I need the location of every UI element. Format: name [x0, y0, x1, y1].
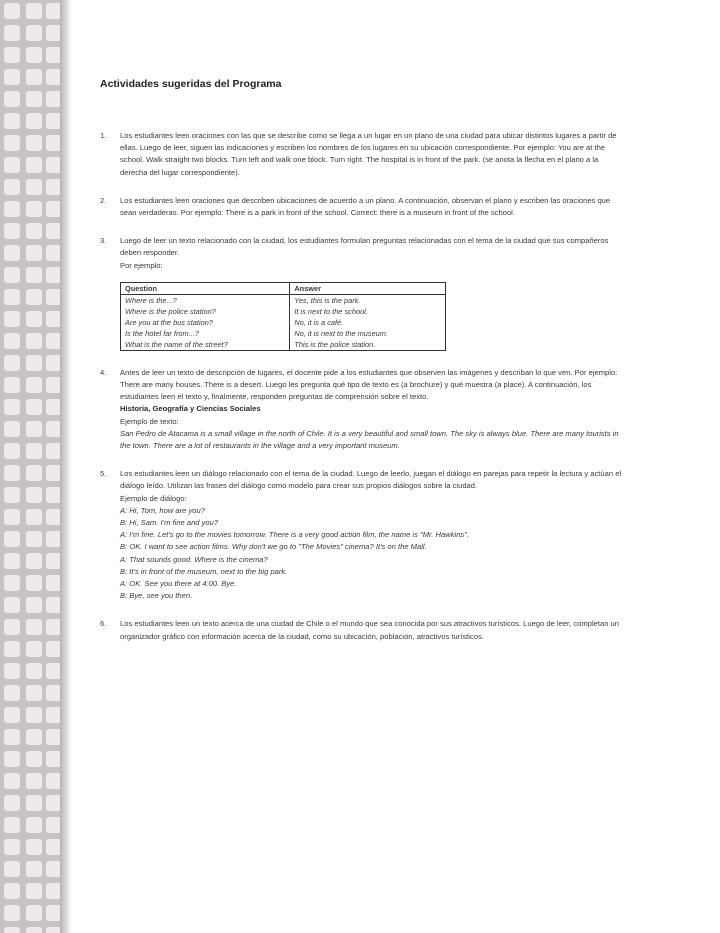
- table-row: [121, 294, 446, 306]
- side-strip-edge: [60, 0, 72, 933]
- strip-tile: [4, 663, 20, 679]
- table-cell: This is the police station.: [290, 339, 446, 351]
- subject-link-label: Historia, Geografía y Ciencias Sociales: [120, 404, 261, 414]
- strip-tile: [4, 553, 20, 569]
- table-cell: No, it is next to the museum.: [290, 328, 446, 339]
- strip-tile: [26, 509, 42, 525]
- dialog-line: B: Bye, see you then.: [120, 591, 193, 601]
- table-cell: It is next to the school.: [290, 306, 446, 317]
- strip-tile: [4, 201, 20, 217]
- strip-tile: [4, 619, 20, 635]
- strip-tile: [26, 663, 42, 679]
- strip-tile: [4, 597, 20, 613]
- activity-item: [100, 468, 626, 602]
- dialog-line: A: I'm fine. Let's go to the movies tomorrow. There is a very good action film, the name is "Mr. Hawkins".: [120, 530, 470, 540]
- strip-tile: [26, 113, 42, 129]
- strip-tile: [26, 201, 42, 217]
- strip-tile: [4, 641, 20, 657]
- strip-tile: [4, 3, 20, 19]
- table-row: [121, 317, 446, 328]
- strip-tile: [4, 399, 20, 415]
- strip-tile: [4, 773, 20, 789]
- strip-tile: [26, 729, 42, 745]
- strip-tile: [26, 311, 42, 327]
- strip-tile: [4, 531, 20, 547]
- strip-tile: [4, 135, 20, 151]
- strip-tile: [26, 3, 42, 19]
- dialog-block: [120, 505, 626, 603]
- strip-tile: [26, 25, 42, 41]
- strip-tile: [26, 861, 42, 877]
- strip-tile: [26, 619, 42, 635]
- strip-tile: [4, 113, 20, 129]
- strip-tile: [4, 69, 20, 85]
- strip-tile: [26, 421, 42, 437]
- table-row: [121, 328, 446, 339]
- strip-tile: [26, 641, 42, 657]
- strip-tile: [4, 267, 20, 283]
- strip-tile: [4, 47, 20, 63]
- table-header-answer: Answer: [290, 282, 446, 294]
- strip-tile: [26, 553, 42, 569]
- strip-tile: [4, 245, 20, 261]
- strip-tile: [4, 883, 20, 899]
- strip-tile: [26, 685, 42, 701]
- strip-tile: [26, 333, 42, 349]
- strip-tile: [4, 575, 20, 591]
- strip-tile: [4, 817, 20, 833]
- strip-tile: [4, 91, 20, 107]
- example-text: San Pedro de Atacama is a small village in the north of Chile. It is a very beautiful and small town. The sky is always blue. There are many tourists in the town. There are a lot of restaurants in the village and a very important museum.: [120, 428, 619, 451]
- strip-tile: [4, 157, 20, 173]
- strip-tile: [26, 179, 42, 195]
- dialog-line: A: That sounds good. Where is the cinema?: [120, 554, 268, 564]
- activity-text: Los estudiantes leen un diálogo relacionado con el tema de la ciudad. Luego de leerlo, juegan el diálogo en parejas para repetir la lectura y actúan el diálogo leído. Utilizan las frases del diálogo como modelo para crear sus propios diálogos sobre la ciudad.: [120, 469, 622, 491]
- strip-tile: [4, 355, 20, 371]
- activity-number: 1.: [100, 131, 107, 140]
- strip-tile: [4, 751, 20, 767]
- strip-tile: [4, 179, 20, 195]
- activity-item: [100, 130, 626, 179]
- strip-tile: [4, 289, 20, 305]
- strip-tile: [26, 47, 42, 63]
- decorative-side-strip: [0, 0, 72, 933]
- strip-tile: [4, 509, 20, 525]
- table-cell: Yes, this is the park.: [290, 294, 446, 306]
- strip-tile: [4, 421, 20, 437]
- table-row: [121, 339, 446, 351]
- strip-tile: [26, 399, 42, 415]
- strip-tile: [4, 311, 20, 327]
- strip-tile: [26, 597, 42, 613]
- strip-tile: [4, 729, 20, 745]
- activity-number: 2.: [100, 195, 107, 205]
- activity-number: 4.: [100, 367, 107, 377]
- strip-tile: [4, 905, 20, 921]
- strip-tile: [4, 333, 20, 349]
- strip-tile: [26, 377, 42, 393]
- strip-tile: [26, 531, 42, 547]
- strip-tile: [4, 839, 20, 855]
- table-cell: No, it is a café.: [290, 317, 446, 328]
- question-answer-table: [120, 282, 446, 351]
- table-cell: Is the hotel far from...?: [121, 328, 290, 339]
- strip-tile: [26, 487, 42, 503]
- strip-tile: [4, 465, 20, 481]
- dialog-line: A: OK. See you there at 4:00. Bye.: [120, 579, 237, 589]
- strip-tile: [26, 223, 42, 239]
- dialog-line: A: Hi, Tom, how are you?: [120, 505, 205, 515]
- strip-tile: [26, 839, 42, 855]
- strip-tile: [26, 773, 42, 789]
- dialog-line: B: OK. I want to see action films. Why don't we go to "The Movies" cinema? It's on the Mall.: [120, 542, 427, 552]
- strip-tile: [4, 25, 20, 41]
- table-row: [121, 306, 446, 317]
- page-title: Actividades sugeridas del Programa: [100, 78, 282, 90]
- strip-tile: [4, 487, 20, 503]
- table-cell: What is the name of the street?: [121, 339, 290, 351]
- strip-tile: [4, 795, 20, 811]
- strip-tile: [4, 861, 20, 877]
- strip-tile: [4, 927, 20, 933]
- strip-tile: [26, 245, 42, 261]
- strip-tile: [26, 355, 42, 371]
- activity-item: [100, 195, 626, 219]
- activity-item: [100, 235, 626, 351]
- example-label: Por ejemplo:: [120, 260, 163, 270]
- strip-tile: [26, 707, 42, 723]
- strip-tile: [26, 905, 42, 921]
- activity-text: Los estudiantes leen oraciones con las que se describe como se llega a un lugar en un plano de una ciudad para ubicar distintos lugares a partir de ellas. Luego de leer, siguen las indicaciones y escriben los nombres de los lugares en su ubicación correspondiente. Por ejemplo: You are at the school. Walk straight two blocks. Turn left and walk one block. Turn right. The hospital is in front of the park. (se anota la flecha en el plano a la derecha del lugar correspondiente).: [120, 131, 617, 177]
- strip-tile: [4, 685, 20, 701]
- strip-tile: [26, 575, 42, 591]
- strip-tile: [4, 707, 20, 723]
- strip-tile: [4, 443, 20, 459]
- strip-tile: [26, 465, 42, 481]
- strip-tile: [26, 69, 42, 85]
- strip-tile: [26, 817, 42, 833]
- document-page: [100, 78, 626, 659]
- example-label: Ejemplo de texto:: [120, 416, 179, 426]
- activity-text: Antes de leer un texto de descripción de lugares, el docente pide a los estudiantes que observen las imágenes y describan lo que ven. Por ejemplo: There are many houses. There is a desert. Luego les pregunta qué tipo de texto es (a brochure) y qué muestra (a place). A continuación, los estudiantes leen el texto y, finalmente, responden preguntas de comprensión sobre el texto.: [120, 367, 618, 402]
- strip-tile: [4, 377, 20, 393]
- activity-item: [100, 618, 626, 642]
- table-header-question: Question: [121, 282, 290, 294]
- activity-item: [100, 367, 626, 452]
- table-cell: Where is the...?: [121, 294, 290, 306]
- dialog-line: B: It's in front of the museum, next to the big park.: [120, 566, 288, 576]
- dialog-line: B: Hi, Sam. I'm fine and you?: [120, 518, 219, 528]
- strip-tile: [26, 883, 42, 899]
- strip-tile: [26, 91, 42, 107]
- strip-tile: [26, 795, 42, 811]
- table-header-row: [121, 282, 446, 294]
- strip-tile: [26, 751, 42, 767]
- activity-text: Los estudiantes leen un texto acerca de una ciudad de Chile o el mundo que sea conocida por sus atractivos turísticos. Luego de leer, completan un organizador gráfico con información acerca de la ciudad, como su ubicación, población, atractivos turísticos.: [120, 619, 619, 641]
- activity-text: Los estudiantes leen oraciones que describen ubicaciones de acuerdo a un plano. A continuación, observan el plano y escriben las oraciones que sean verdaderas. Por ejemplo: There is a park in front of the school. Correct: there is a museum in front of the school.: [120, 195, 611, 218]
- table-cell: Where is the police station?: [121, 306, 290, 317]
- activity-number: 6.: [100, 619, 107, 629]
- strip-tile: [26, 927, 42, 933]
- strip-tile: [26, 135, 42, 151]
- strip-tile: [26, 267, 42, 283]
- strip-tile: [4, 223, 20, 239]
- strip-tile: [26, 289, 42, 305]
- strip-tile: [26, 157, 42, 173]
- table-cell: Are you at the bus station?: [121, 317, 290, 328]
- strip-tile: [26, 443, 42, 459]
- activity-number: 3.: [100, 236, 107, 246]
- dialog-label: Ejemplo de diálogo:: [120, 493, 187, 503]
- activity-text: Luego de leer un texto relacionado con la ciudad, los estudiantes formulan preguntas relacionadas con el tema de la ciudad que sus compañeros deben responder.: [120, 236, 609, 258]
- activity-number: 5.: [100, 469, 107, 479]
